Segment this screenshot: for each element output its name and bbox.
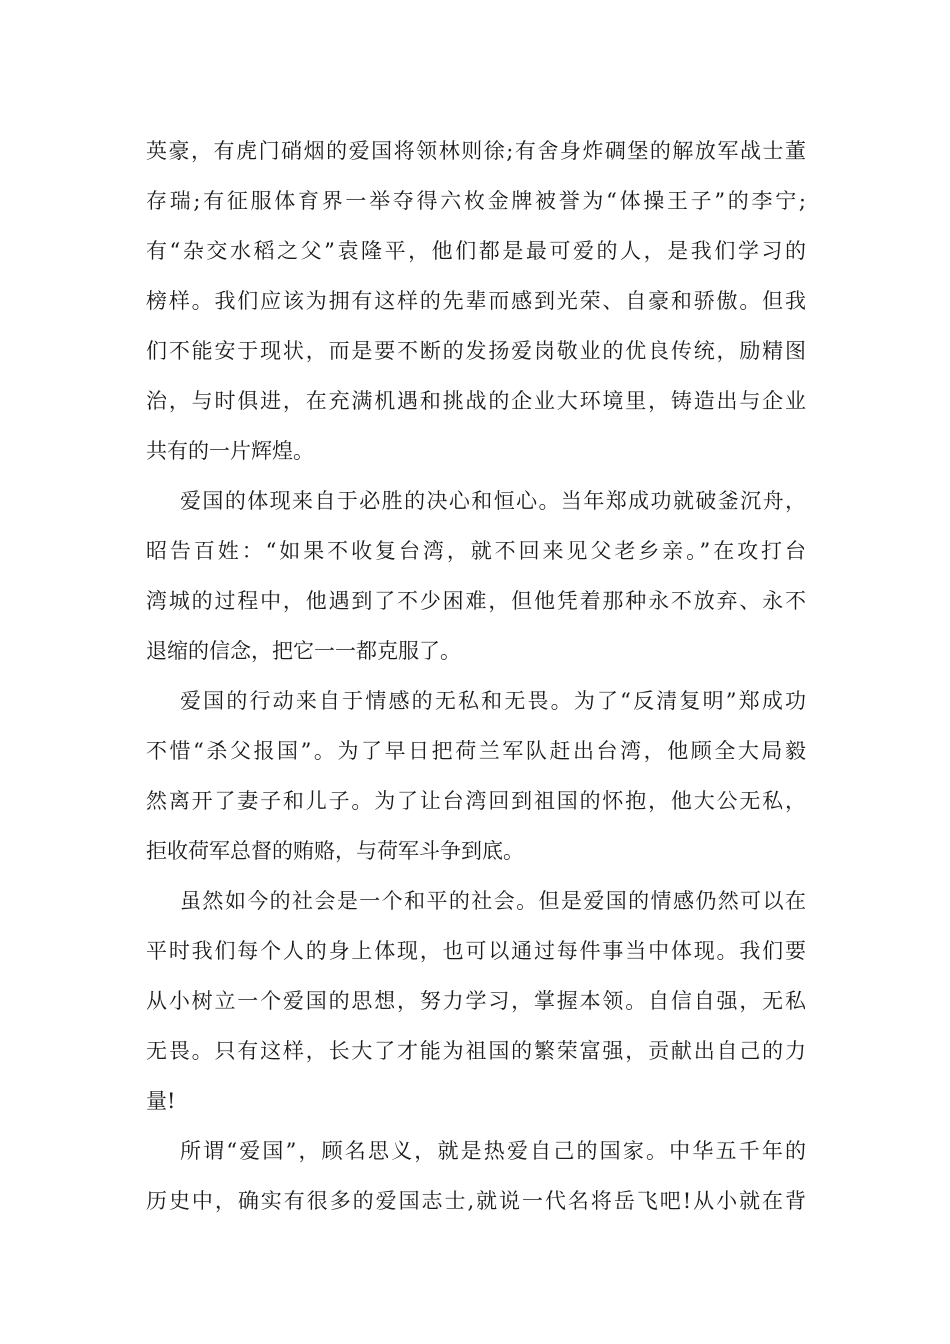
text-line: 所谓“爱国”，顾名思义，就是热爱自己的国家。中华五千年的: [180, 1139, 806, 1163]
text-line: 湾城的过程中，他遇到了不少困难，但他凭着那种永不放弃、永不: [146, 589, 806, 613]
text-line: 昭告百姓：“如果不收复台湾，就不回来见父老乡亲。”在攻打台: [146, 539, 806, 563]
text-line: 有“杂交水稻之父”袁隆平，他们都是最可爱的人，是我们学习的: [146, 239, 806, 263]
text-line: 然离开了妻子和儿子。为了让台湾回到祖国的怀抱，他大公无私，: [146, 789, 806, 813]
text-line: 爱国的行动来自于情感的无私和无畏。为了“反清复明”郑成功: [180, 689, 806, 713]
text-line: 榜样。我们应该为拥有这样的先辈而感到光荣、自豪和骄傲。但我: [146, 289, 806, 313]
text-line: 历史中，确实有很多的爱国志士,就说一代名将岳飞吧!从小就在背: [146, 1189, 806, 1213]
text-line: 英豪，有虎门硝烟的爱国将领林则徐;有舍身炸碉堡的解放军战士董: [146, 139, 806, 163]
text-line: 共有的一片辉煌。: [146, 439, 314, 463]
text-line: 治，与时俱进，在充满机遇和挑战的企业大环境里，铸造出与企业: [146, 389, 806, 413]
text-line: 从小树立一个爱国的思想，努力学习，掌握本领。自信自强，无私: [146, 989, 806, 1013]
text-line: 拒收荷军总督的贿赂，与荷军斗争到底。: [146, 839, 524, 863]
body-text: [146, 126, 806, 1226]
text-line: 量!: [146, 1089, 176, 1113]
text-line: 爱国的体现来自于必胜的决心和恒心。当年郑成功就破釜沉舟，: [180, 489, 806, 513]
text-line: 虽然如今的社会是一个和平的社会。但是爱国的情感仍然可以在: [180, 889, 806, 913]
text-line: 存瑞;有征服体育界一举夺得六枚金牌被誉为“体操王子”的李宁;: [146, 189, 806, 213]
text-line: 平时我们每个人的身上体现，也可以通过每件事当中体现。我们要: [146, 939, 806, 963]
text-line: 退缩的信念，把它一一都克服了。: [146, 639, 461, 663]
text-line: 不惜“杀父报国”。为了早日把荷兰军队赶出台湾，他顾全大局毅: [146, 739, 806, 763]
text-line: 无畏。只有这样，长大了才能为祖国的繁荣富强，贡献出自己的力: [146, 1039, 806, 1063]
text-line: 们不能安于现状，而是要不断的发扬爱岗敬业的优良传统，励精图: [146, 339, 806, 363]
